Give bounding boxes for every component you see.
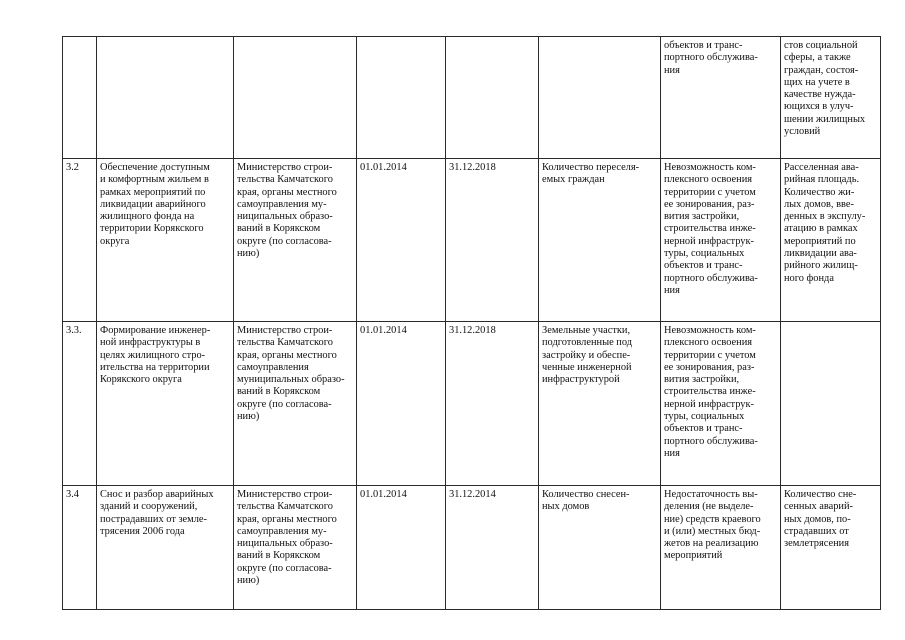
cell-executor: [234, 37, 357, 159]
cell-executor: Министерство строи- тельства Камчатского края, органы местного самоуправления му- ниципальных образо- ваний в Корякском округе (по согласова- нию): [234, 159, 357, 322]
table-row-3-4: [63, 486, 881, 610]
cell-measure-name: Снос и разбор аварийных зданий и сооружений, пострадавших от земле- трясения 2006 года: [97, 486, 234, 610]
cell-executor: Министерство строи- тельства Камчатского края, органы местного самоуправления муниципальных образо- ваний в Корякском округе (по согласова- нию): [234, 322, 357, 486]
cell-number: [63, 37, 97, 159]
cell-end-date: 31.12.2014: [446, 486, 539, 610]
program-measures-table: [62, 36, 881, 610]
table-row-continuation: [63, 37, 881, 159]
cell-measure-name: Формирование инженер- ной инфраструктуры в целях жилищного стро- ительства на территории Корякского округа: [97, 322, 234, 486]
cell-indicators: Количество сне- сенных аварий- ных домов, по- страдавших от землетрясения: [781, 486, 881, 610]
cell-consequences: Недостаточность вы- деления (не выделе- ние) средств краевого и (или) местных бюд- жетов на реализацию мероприятий: [661, 486, 781, 610]
cell-end-date: [446, 37, 539, 159]
cell-end-date: 31.12.2018: [446, 322, 539, 486]
cell-number: 3.4: [63, 486, 97, 610]
cell-indicators: [781, 322, 881, 486]
cell-measure-name: [97, 37, 234, 159]
cell-number: 3.2: [63, 159, 97, 322]
table-row-3-2: [63, 159, 881, 322]
cell-measure-name: Обеспечение доступным и комфортным жильем в рамках мероприятий по ликвидации аварийного жилищного фонда на территории Корякского округа: [97, 159, 234, 322]
cell-start-date: 01.01.2014: [357, 322, 446, 486]
cell-expected-result: Количество снесен- ных домов: [539, 486, 661, 610]
cell-expected-result: Количество переселя- емых граждан: [539, 159, 661, 322]
cell-start-date: 01.01.2014: [357, 486, 446, 610]
cell-start-date: [357, 37, 446, 159]
cell-indicators: Расселенная ава- рийная площадь. Количество жи- лых домов, вве- денных в экспулу- атацию в рамках мероприятий по ликвидации ава- рийного жилищ- ного фонда: [781, 159, 881, 322]
cell-number: 3.3.: [63, 322, 97, 486]
cell-indicators: стов социальной сферы, а также граждан, состоя- щих на учете в качестве нужда- ющихся в улуч- шении жилищных условий: [781, 37, 881, 159]
cell-consequences: объектов и транс- портного обслужива- ния: [661, 37, 781, 159]
cell-expected-result: Земельные участки, подготовленные под застройку и обеспе- ченные инженерной инфраструктурой: [539, 322, 661, 486]
table-row-3-3: [63, 322, 881, 486]
cell-executor: Министерство строи- тельства Камчатского края, органы местного самоуправления му- ниципальных образо- ваний в Корякском округе (по согласова- нию): [234, 486, 357, 610]
cell-end-date: 31.12.2018: [446, 159, 539, 322]
cell-consequences: Невозможность ком- плексного освоения территории с учетом ее зонирования, раз- вития застройки, строительства инже- нерной инфраструк- туры, социальных объектов и транс- портного обслужива- ния: [661, 322, 781, 486]
cell-consequences: Невозможность ком- плексного освоения территории с учетом ее зонирования, раз- вития застройки, строительства инже- нерной инфраструк- туры, социальных объектов и транс- портного обслужива- ния: [661, 159, 781, 322]
cell-expected-result: [539, 37, 661, 159]
cell-start-date: 01.01.2014: [357, 159, 446, 322]
